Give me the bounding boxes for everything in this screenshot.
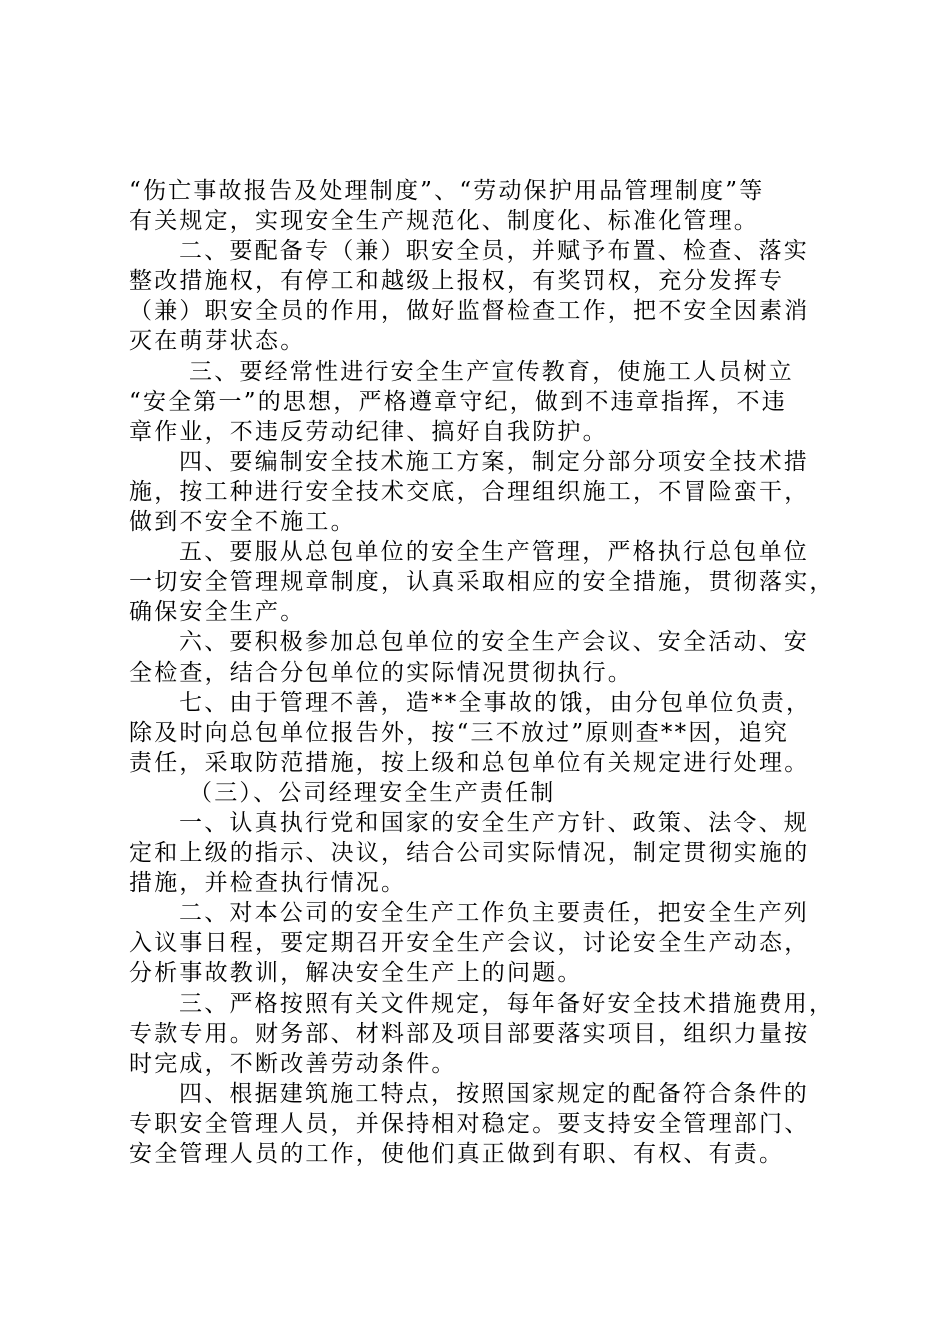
text-line: “伤亡事故报告及处理制度”、“劳动保护用品管理制度”等 [129, 178, 765, 204]
text-line: 一切安全管理规章制度，认真采取相应的安全措施，贯彻落实， [129, 569, 835, 596]
paragraph-start-line: 六、要积极参加总包单位的安全生产会议、安全活动、安 [179, 629, 809, 656]
text-line: 分析事故教训，解决安全生产上的问题。 [129, 960, 583, 987]
paragraph-start-line: 三、严格按照有关文件规定，每年备好安全技术措施费用， [179, 990, 835, 1017]
paragraph-start-line: 三、要经常性进行安全生产宣传教育，使施工人员树立 [189, 358, 794, 385]
text-line: 措施，并检查执行情况。 [129, 870, 407, 897]
text-line: 专职安全管理人员，并保持相对稳定。要支持安全管理部门、 [129, 1110, 810, 1137]
text-line: 有关规定，实现安全生产规范化、制度化、标准化管理。 [129, 208, 759, 235]
text-line: 专款专用。财务部、材料部及项目部要落实项目，组织力量按 [129, 1020, 810, 1047]
text-line: 章作业，不违反劳动纪律、搞好自我防护。 [129, 418, 608, 445]
text-line: 灭在萌芽状态。 [129, 328, 306, 355]
text-line: 施，按工种进行安全技术交底，合理组织施工，不冒险蛮干， [129, 478, 810, 505]
paragraph-start-line: 一、认真执行党和国家的安全生产方针、政策、法令、规 [179, 809, 809, 836]
text-line: 除及时向总包单位报告外，按“三不放过”原则查**因，追究 [129, 719, 790, 746]
text-line: 确保安全生产。 [129, 599, 306, 626]
paragraph-start-line: 四、根据建筑施工特点，按照国家规定的配备符合条件的 [179, 1080, 809, 1107]
text-line: 入议事日程，要定期召开安全生产会议，讨论安全生产动态， [129, 930, 810, 957]
paragraph-start-line: 五、要服从总包单位的安全生产管理，严格执行总包单位 [179, 539, 809, 566]
text-line: 责任，采取防范措施，按上级和总包单位有关规定进行处理。 [129, 749, 810, 776]
text-line: 整改措施权，有停工和越级上报权，有奖罚权，充分发挥专 [129, 268, 785, 295]
document-body [129, 176, 844, 1169]
paragraph-start-line: 七、由于管理不善，造**全事故的饿，由分包单位负责， [179, 689, 812, 716]
paragraph-start-line: 二、要配备专（兼）职安全员，并赋予布置、检查、落实 [179, 238, 809, 265]
paragraph-start-line: 二、对本公司的安全生产工作负主要责任，把安全生产列 [179, 900, 809, 927]
text-line: 全检查，结合分包单位的实际情况贯彻执行。 [129, 659, 633, 686]
text-line: 时完成，不断改善劳动条件。 [129, 1050, 457, 1077]
text-line: “安全第一”的思想，严格遵章守纪，做到不违章指挥，不违 [129, 388, 787, 415]
section-heading: （三）、公司经理安全生产责任制 [189, 779, 556, 806]
paragraph-start-line: 四、要编制安全技术施工方案，制定分部分项安全技术措 [179, 448, 809, 475]
text-line: 安全管理人员的工作，使他们真正做到有职、有权、有责。 [129, 1141, 785, 1167]
text-line: 做到不安全不施工。 [129, 509, 356, 536]
text-line: （兼）职安全员的作用，做好监督检查工作，把不安全因素消 [129, 298, 810, 325]
text-line: 定和上级的指示、决议，结合公司实际情况，制定贯彻实施的 [129, 840, 810, 867]
